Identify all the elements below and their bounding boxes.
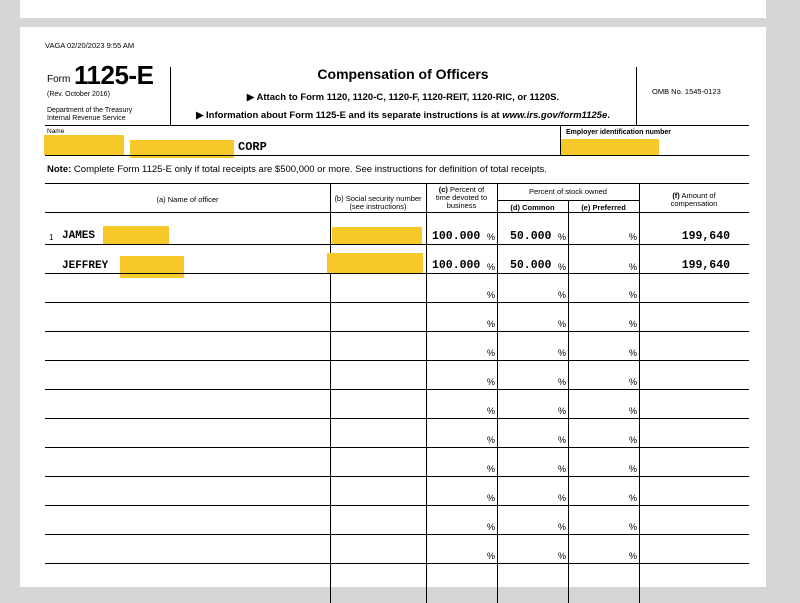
col-divider-e [568, 200, 569, 603]
ein-label: Employer identification number [566, 129, 672, 136]
row-rule [45, 302, 749, 303]
percent-sign: % [558, 262, 567, 272]
note-text: Complete Form 1125-E only if total receipts are $500,000 or more. See instructions for definition of total receipts. [71, 164, 547, 175]
row-rule [45, 534, 749, 535]
col-f-letter: (f) [672, 191, 680, 200]
attach-instruction [170, 92, 636, 103]
percent-sign: % [558, 290, 567, 300]
percent-sign: % [558, 551, 567, 561]
percent-sign: % [487, 262, 496, 272]
percent-sign: % [487, 551, 496, 561]
officer-name-field[interactable]: JAMES [62, 230, 96, 242]
percent-sign: % [629, 319, 638, 329]
percent-sign: % [629, 464, 638, 474]
compensation-field[interactable]: 199,640 [681, 259, 730, 272]
row-rule [45, 389, 749, 390]
line-number: 1 [49, 233, 54, 242]
info-suffix: . [607, 110, 610, 121]
percent-sign: % [629, 406, 638, 416]
omb-number: OMB No. 1545-0123 [652, 87, 721, 96]
info-instruction [170, 110, 636, 121]
name-row-rule [45, 155, 749, 156]
redaction-highlight [103, 226, 169, 244]
row-rule [45, 505, 749, 506]
row-rule [45, 447, 749, 448]
col-divider-c [426, 183, 427, 603]
percent-sign: % [629, 522, 638, 532]
col-divider-d [497, 183, 498, 603]
percent-sign: % [558, 522, 567, 532]
percent-sign: % [558, 464, 567, 474]
company-name-field[interactable]: CORP [238, 140, 267, 154]
percent-sign: % [558, 319, 567, 329]
redaction-highlight [44, 135, 124, 155]
percent-sign: % [487, 522, 496, 532]
col-c-line-3: business [446, 201, 477, 210]
percent-sign: % [629, 348, 638, 358]
note-label: Note: [47, 164, 72, 175]
stock-owned-header: Percent of stock owned [529, 187, 607, 196]
info-text: Information about Form 1125-E and its separate instructions is at [206, 110, 503, 121]
row-rule [45, 563, 749, 564]
officer-name-field[interactable]: JEFFREY [62, 260, 109, 272]
col-f-line-2: compensation [670, 199, 718, 208]
percent-sign: % [487, 290, 496, 300]
print-timestamp: VAGA 02/20/2023 9:55 AM [45, 41, 135, 50]
col-e-header: (e) Preferred [581, 203, 626, 212]
col-b-line-1: (b) Social security number [334, 194, 422, 203]
percent-sign: % [558, 406, 567, 416]
form-revision: (Rev. October 2016) [47, 91, 110, 98]
percent-sign: % [558, 348, 567, 358]
row-rule [45, 331, 749, 332]
percent-sign: % [629, 232, 638, 242]
percent-sign: % [629, 435, 638, 445]
col-d-header: (d) Common [510, 203, 555, 212]
col-c-line-2: time devoted to [435, 193, 488, 202]
percent-sign: % [487, 435, 496, 445]
percent-sign: % [629, 262, 638, 272]
percent-sign: % [558, 493, 567, 503]
form-word: Form [47, 74, 71, 85]
table-header-rule [45, 212, 749, 213]
compensation-field[interactable]: 199,640 [681, 230, 730, 243]
percent-sign: % [558, 435, 567, 445]
redaction-highlight [332, 227, 422, 244]
arrow-right-icon: ▶ [246, 92, 255, 103]
percent-sign: % [558, 377, 567, 387]
percent-sign: % [629, 493, 638, 503]
previous-page-edge [20, 0, 766, 18]
percent-sign: % [487, 406, 496, 416]
redaction-highlight [327, 253, 423, 274]
percent-sign: % [487, 464, 496, 474]
percent-sign: % [487, 319, 496, 329]
col-divider-b [330, 183, 331, 603]
redaction-highlight [120, 256, 184, 278]
time-percent-field[interactable]: 100.000 [432, 259, 481, 272]
common-stock-field[interactable]: 50.000 [510, 259, 552, 272]
percent-sign: % [487, 232, 496, 242]
header-divider-right [636, 67, 637, 125]
percent-sign: % [487, 377, 496, 387]
department-line-1: Department of the Treasury [47, 107, 133, 114]
col-f-line-1: Amount of [679, 191, 716, 200]
name-label: Name [47, 128, 65, 135]
row-rule [45, 244, 749, 245]
row-rule [45, 360, 749, 361]
col-c-line-1: Percent of [447, 185, 485, 194]
department-line-2: Internal Revenue Service [47, 115, 126, 122]
table-top-rule [45, 183, 749, 184]
irs-url-link[interactable]: www.irs.gov/form1125e [502, 110, 608, 121]
row-rule [45, 418, 749, 419]
col-c-header [426, 186, 497, 210]
percent-sign: % [629, 290, 638, 300]
percent-sign: % [487, 493, 496, 503]
row-rule [45, 273, 749, 274]
time-percent-field[interactable]: 100.000 [432, 230, 481, 243]
form-title: Compensation of Officers [317, 66, 489, 82]
header-bottom-rule [45, 125, 749, 126]
percent-sign: % [487, 348, 496, 358]
percent-sign: % [629, 377, 638, 387]
attach-text: Attach to Form 1120, 1120-C, 1120-F, 1120-REIT, 1120-RIC, or 1120S. [256, 92, 560, 103]
percent-sign: % [558, 232, 567, 242]
col-f-header [639, 192, 749, 208]
arrow-right-icon: ▶ [196, 110, 204, 121]
form-number: 1125-E [74, 60, 154, 90]
percent-sign: % [629, 551, 638, 561]
col-a-header: (a) Name of officer [156, 195, 219, 204]
col-c-letter: (c) [438, 185, 448, 194]
col-b-header [330, 195, 426, 211]
note [47, 164, 547, 175]
common-stock-field[interactable]: 50.000 [510, 230, 552, 243]
col-divider-f [639, 183, 640, 603]
form-page [20, 27, 766, 587]
col-b-line-2: (see instructions) [349, 202, 407, 211]
redaction-highlight [561, 139, 659, 156]
row-rule [45, 476, 749, 477]
